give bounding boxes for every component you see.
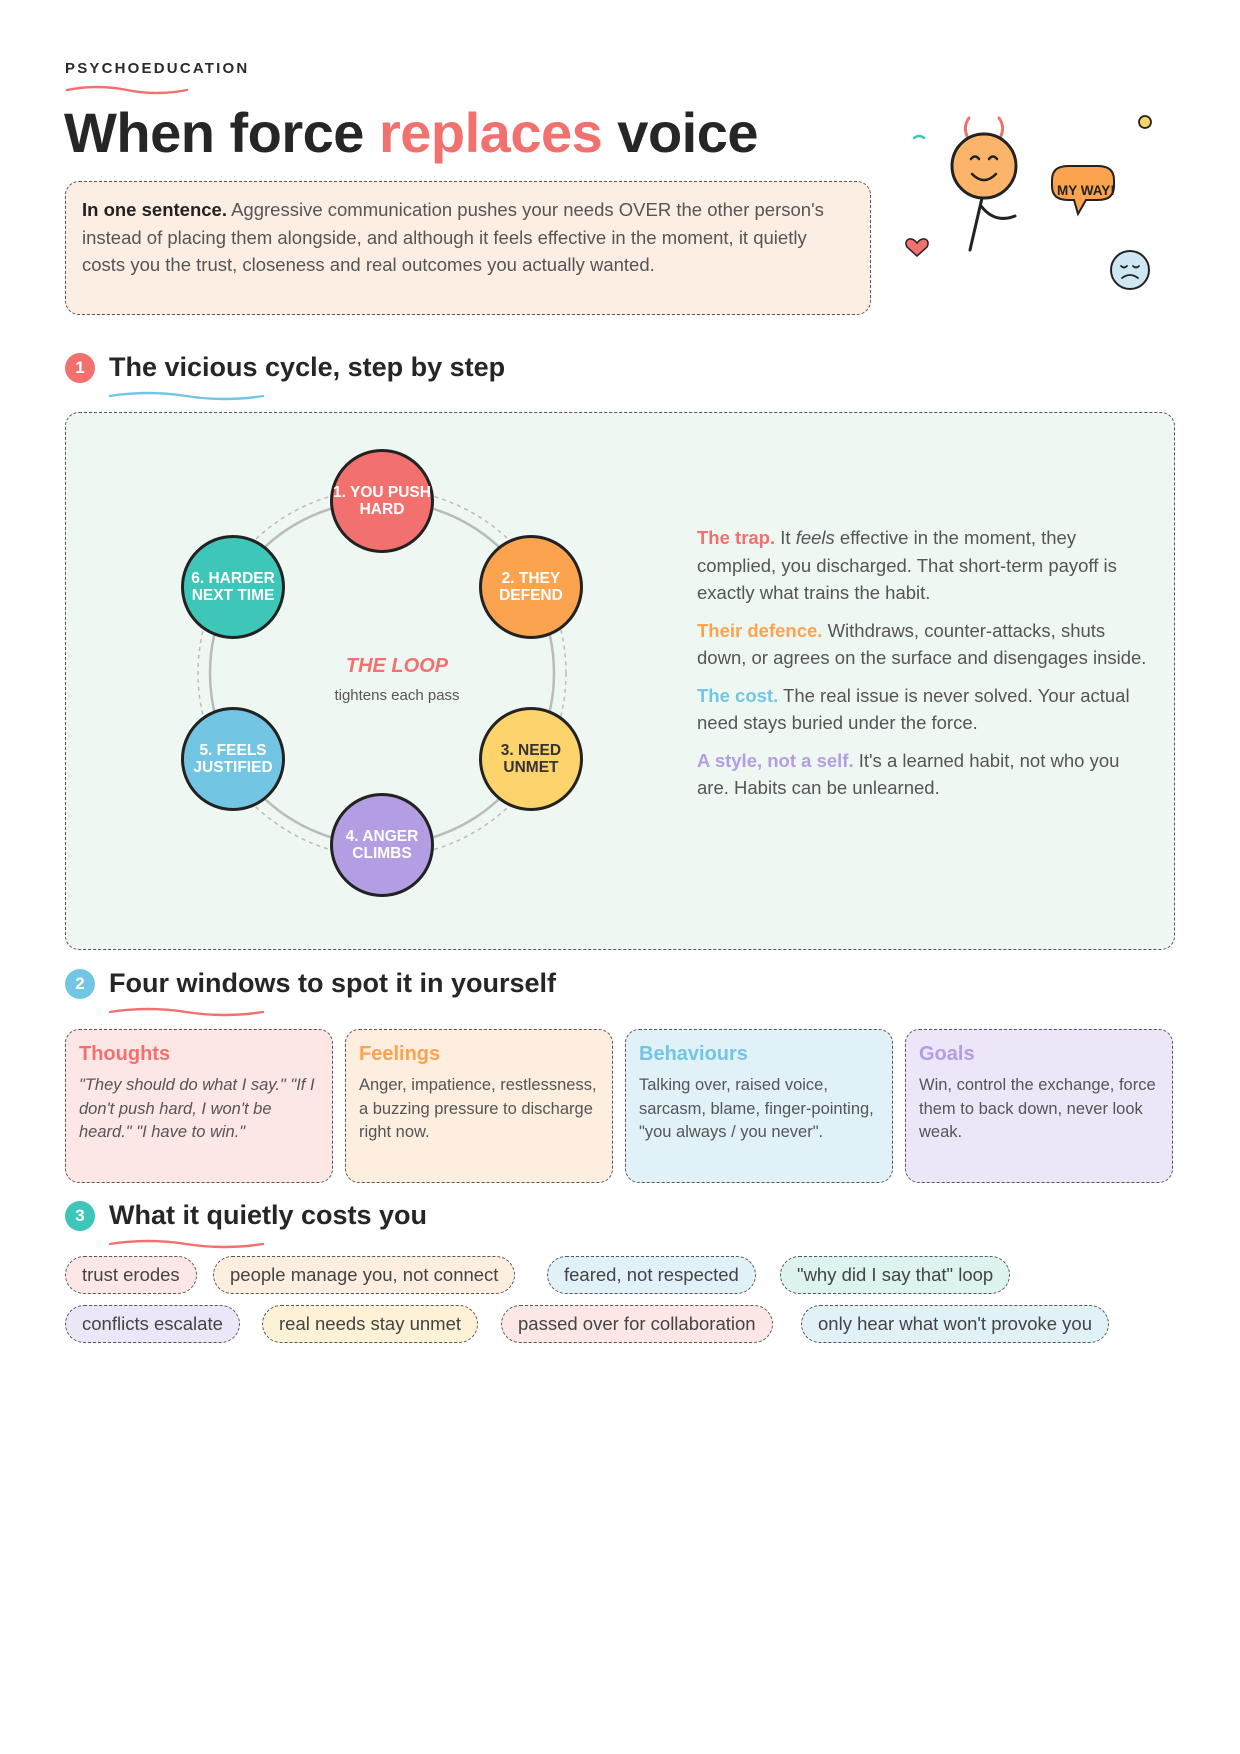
cycle-step-4 [330, 793, 434, 897]
section-1-underline [108, 390, 268, 402]
cycle-step-label: 3. NEED UNMET [500, 742, 562, 776]
section-2-underline [108, 1006, 268, 1018]
speech-bubble-text: MY WAY! [1057, 183, 1115, 198]
title-part1: When force [64, 101, 379, 164]
cycle-step-2 [479, 535, 583, 639]
devil-figure-icon [952, 118, 1016, 250]
illustration [900, 110, 1170, 300]
cycle-note [697, 617, 1147, 672]
cycle-note-label: The trap. [697, 527, 776, 548]
cycle-note-label: The cost. [697, 684, 779, 706]
page-title [64, 100, 758, 165]
cycle-note [697, 682, 1147, 737]
cycle-notes [697, 524, 1147, 812]
cycle-note-text: Withdraws, counter-attacks, shuts down, or agrees on the surface and disengages inside. [697, 619, 1147, 668]
cycle-note-text-end: effective in the moment, they complied, you discharged. That short-term payoff is exactly what trains the habit. [697, 527, 1117, 603]
dot-icon [1139, 116, 1151, 128]
cycle-step-1 [330, 449, 434, 553]
cost-pill: trust erodes [65, 1256, 197, 1294]
tiny-tilde-icon [914, 136, 924, 138]
section-3-title: What it quietly costs you [109, 1200, 428, 1230]
title-accent: replaces [378, 101, 603, 164]
section-1-heading [65, 352, 505, 383]
cycle-note [697, 747, 1147, 802]
cost-pill: only hear what won't provoke you [801, 1305, 1109, 1343]
cycle-step-label: 6. HARDER NEXT TIME [191, 570, 275, 604]
window-title: Thoughts [79, 1043, 171, 1065]
summary-box [65, 181, 871, 315]
cycle-step-label: 2. THEY DEFEND [499, 570, 563, 604]
cycle-note-emphasis: feels [795, 527, 835, 548]
section-2-number: 2 [65, 969, 95, 999]
cycle-step-label: 5. FEELS JUSTIFIED [193, 742, 273, 776]
cycle-note-text: It [775, 527, 796, 548]
window-body: Talking over, raised voice, sarcasm, blame, finger-pointing, "you always / you never". [639, 1076, 874, 1141]
window-body: Anger, impatience, restlessness, a buzzing pressure to discharge right now. [359, 1076, 597, 1141]
window-body: "They should do what I say." "If I don't push hard, I won't be heard." "I have to win." [79, 1076, 315, 1141]
window-title: Feelings [359, 1043, 441, 1065]
cycle-step-6 [181, 535, 285, 639]
cost-pill: conflicts escalate [65, 1305, 240, 1343]
loop-subtitle: tightens each pass [334, 687, 460, 704]
section-1-number: 1 [65, 353, 95, 383]
kicker: PSYCHOEDUCATION [65, 60, 250, 77]
cycle-step-3 [479, 707, 583, 811]
section-2-title: Four windows to spot it in yourself [109, 968, 556, 998]
cycle-step-label: 1. YOU PUSH HARD [333, 484, 431, 518]
window-card-goals [905, 1029, 1173, 1183]
window-card-thoughts [65, 1029, 333, 1183]
loop-title: THE LOOP [345, 655, 449, 677]
cycle-step-label: 4. ANGER CLIMBS [345, 828, 419, 862]
cycle-note-label: Their defence. [697, 619, 823, 641]
heart-icon [906, 239, 928, 256]
summary-lead: In one sentence. [82, 199, 227, 220]
section-3-number: 3 [65, 1201, 95, 1231]
cost-pill: passed over for collaboration [501, 1305, 773, 1343]
cost-pill: people manage you, not connect [213, 1256, 515, 1294]
window-title: Goals [919, 1043, 975, 1065]
cost-pill: real needs stay unmet [262, 1305, 478, 1343]
section-1-title: The vicious cycle, step by step [109, 352, 506, 382]
window-card-feelings [345, 1029, 613, 1183]
cycle-note-text: It's a learned habit, not who you are. Habits can be unlearned. [697, 749, 1120, 798]
section-3-heading [65, 1200, 427, 1231]
cycle-note-label: A style, not a self. [697, 749, 854, 771]
section-2-heading [65, 968, 556, 999]
summary-text: Aggressive communication pushes your needs OVER the other person's instead of placing them alongside, and although it feels effective in the moment, it quietly costs you the trust, closeness and real outcomes you actually wanted. [82, 199, 824, 275]
sad-face-icon [1111, 251, 1149, 289]
cycle-note-text: The real issue is never solved. Your actual need stays buried under the force. [697, 684, 1130, 733]
speech-bubble-icon [1052, 166, 1115, 214]
kicker-underline [65, 84, 190, 96]
window-card-behaviours [625, 1029, 893, 1183]
cycle-step-5 [181, 707, 285, 811]
window-body: Win, control the exchange, force them to back down, never look weak. [919, 1076, 1156, 1141]
section-3-underline [108, 1238, 268, 1250]
cycle-note [697, 524, 1147, 607]
window-title: Behaviours [639, 1043, 748, 1065]
cost-pill: "why did I say that" loop [780, 1256, 1010, 1294]
cost-pill: feared, not respected [547, 1256, 756, 1294]
title-part2: voice [602, 101, 759, 164]
